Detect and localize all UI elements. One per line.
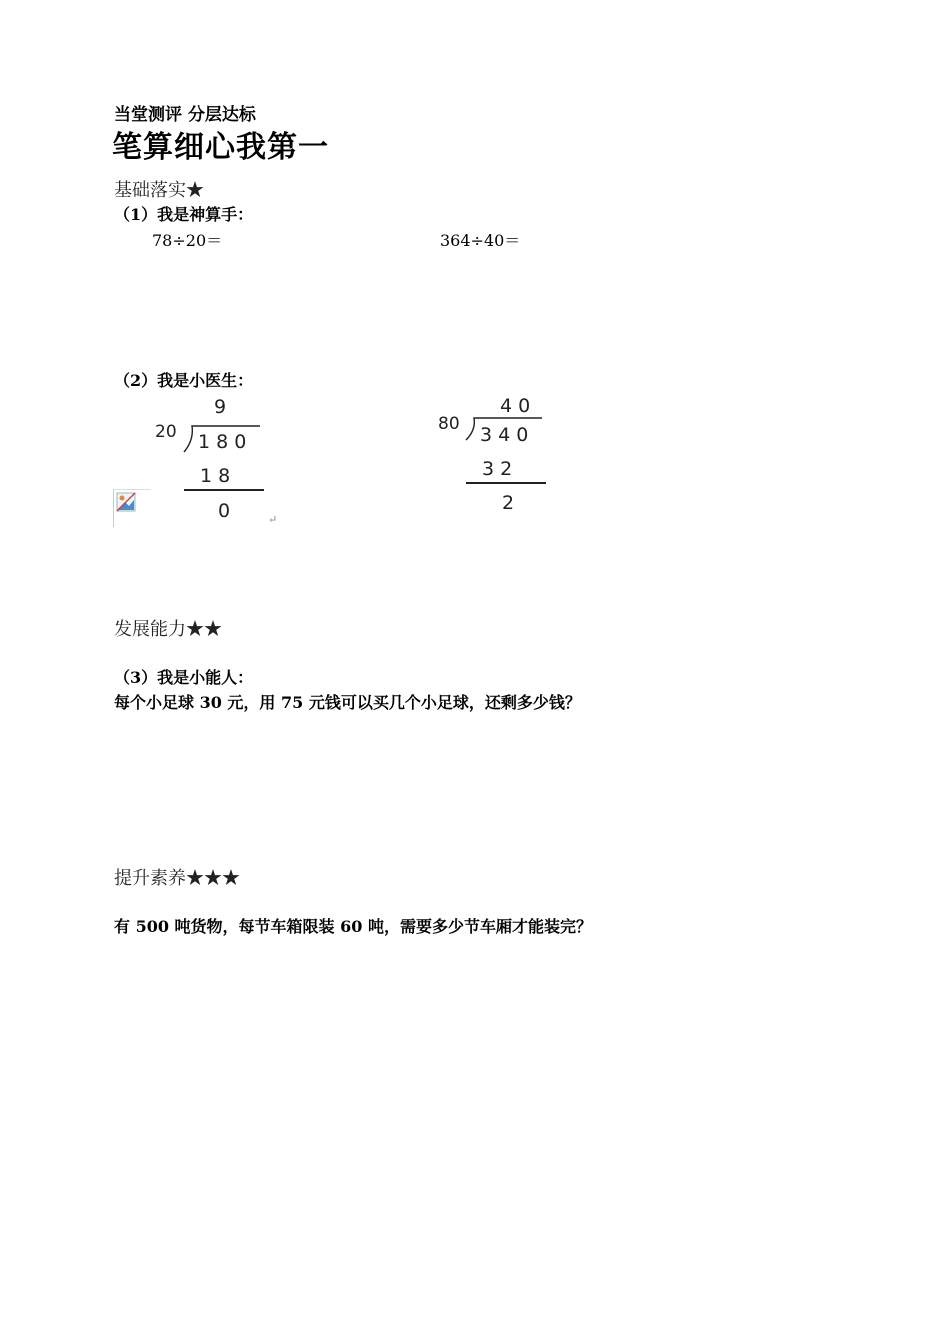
question-2-label: （2）我是小医生： — [114, 371, 254, 390]
advance-problem: 有 500 吨货物，每节车箱限装 60 吨，需要多少节车厢才能装完？ — [114, 917, 592, 936]
question-3-label: （3）我是小能人： — [114, 668, 254, 687]
broken-image-icon — [116, 492, 138, 514]
question-3-problem: 每个小足球 30 元，用 75 元钱可以买几个小足球，还剩多少钱？ — [114, 693, 581, 712]
small-title: 当堂测评 分层达标 — [114, 105, 256, 125]
div-b-divisor: 80 — [438, 414, 460, 434]
div-a-divisor: 20 — [155, 422, 177, 442]
div-b-bracket-lines — [462, 410, 552, 490]
div-a-product: 1 8 — [200, 465, 231, 487]
question-1-label: （1）我是神算手： — [114, 205, 254, 224]
section-advance-title: 提升素养★★★ — [114, 868, 240, 889]
div-b-product: 3 2 — [482, 458, 513, 480]
div-b-quotient: 4 0 — [500, 395, 531, 417]
section-basic-title: 基础落实★ — [114, 180, 204, 201]
section-develop-title: 发展能力★★ — [114, 619, 222, 640]
expression-a: 78÷20＝ — [152, 231, 223, 250]
broken-image-placeholder — [113, 489, 151, 527]
div-a-dividend: 1 8 0 — [198, 431, 247, 453]
div-b-dividend: 3 4 0 — [480, 424, 529, 446]
div-a-quotient: 9 — [214, 396, 227, 418]
div-a-remainder: 0 — [218, 500, 231, 522]
page-title: 笔算细心我第一 — [112, 130, 329, 165]
div-a-bracket-lines — [180, 418, 270, 498]
div-b-remainder: 2 — [502, 492, 515, 514]
return-mark: ↵ — [268, 513, 278, 526]
expression-b: 364÷40＝ — [440, 231, 521, 250]
